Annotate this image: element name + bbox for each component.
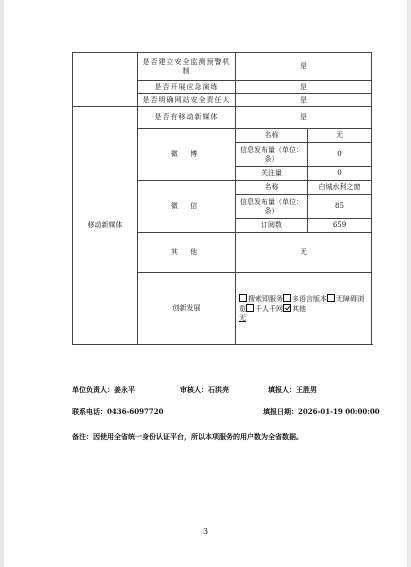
option-personalized[interactable]: 千人千网 [246,305,283,313]
row-value: 是 [236,81,372,94]
row-value: 是 [236,53,372,81]
checkbox-icon[interactable] [239,294,247,302]
option-multilanguage[interactable]: 多语言版本 [283,295,327,303]
reviewer: 审核人：石洪亮 [180,385,229,394]
weibo-name-value: 无 [308,129,372,143]
row-value: 是 [236,94,372,107]
fill-date: 填报日期：2026-01-19 00:00:00 [263,407,380,416]
checkbox-icon[interactable] [246,304,254,312]
weibo-label: 微 博 [138,129,236,181]
phone: 联系电话：0436-6097720 [72,407,164,416]
weibo-followers-value: 0 [308,167,372,181]
innovation-options [236,273,372,345]
weibo-posts-label: 信息发布量（单位：条） [236,143,308,167]
weibo-posts-value: 0 [308,143,372,167]
other-value: 无 [236,233,372,273]
checkbox-icon[interactable] [283,294,291,302]
row-value: 是 [236,107,372,129]
weixin-subscribers-value: 659 [308,219,372,233]
note: 备注：因使用全省统一身份认证平台，所以本项服务的用户数为全省数据。 [72,432,303,441]
weibo-followers-label: 关注量 [236,167,308,181]
option-search-service[interactable]: 搜索即服务 [239,295,283,303]
weixin-subscribers-label: 订阅数 [236,219,308,233]
row-label: 是否开展应急演练 [138,81,236,94]
filler: 填报人：王胜男 [268,385,317,394]
page-number: 3 [202,527,209,536]
weixin-name-label: 名称 [236,181,308,195]
option-other[interactable]: 其他 [283,305,306,313]
weixin-name-value: 白城水利之窗 [308,181,372,195]
weixin-label: 微 信 [138,181,236,233]
innovation-other-text: 无 [239,313,246,322]
unit-head: 单位负责人：姜永平 [72,385,135,394]
innovation-label: 创新发展 [138,273,236,345]
weixin-posts-label: 信息发布量（单位：条） [236,195,308,219]
document-page [4,0,407,567]
row-label: 是否建立安全监测预警机制 [138,53,236,81]
row-label: 是否明确网站安全责任人 [138,94,236,107]
other-label: 其 他 [138,233,236,273]
mobile-section-label: 移动新媒体 [73,107,138,345]
weixin-posts-value: 85 [308,195,372,219]
checkbox-checked-icon[interactable] [283,304,291,312]
weibo-name-label: 名称 [236,129,308,143]
option-accessibility[interactable]: 无障碍浏览 [239,295,364,314]
table-row [73,53,372,81]
report-table [72,52,372,345]
table-row [73,107,372,129]
checkbox-icon[interactable] [327,294,335,302]
row-label: 是否有移动新媒体 [138,107,236,129]
